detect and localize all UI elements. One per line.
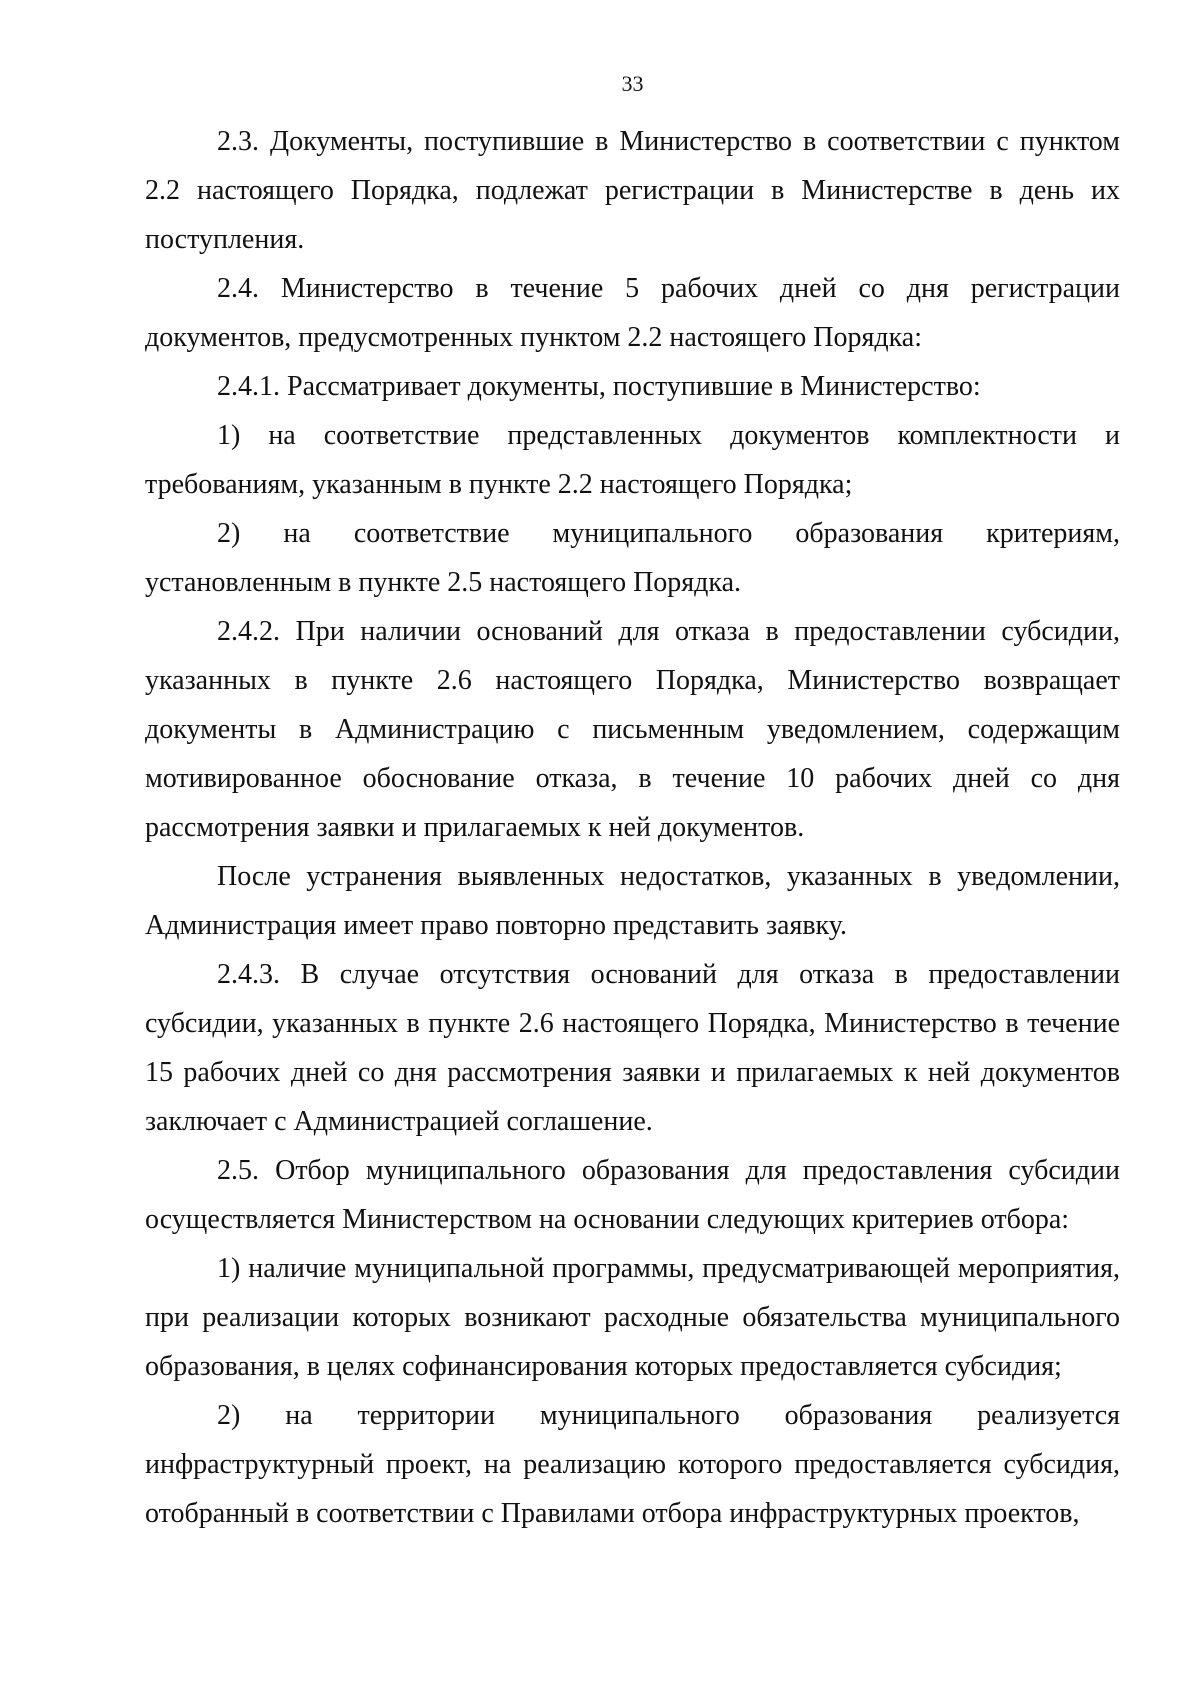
paragraph-2-4: 2.4. Министерство в течение 5 рабочих дней со дня регистрации документов, предусмотренных пунктом 2.2 настоящего Порядка: [145,273,1120,353]
page-number: 33 [621,71,644,96]
paragraph-2-4-1: 2.4.1. Рассматривает документы, поступившие в Министерство: [217,371,981,402]
document-page [145,62,1120,1538]
paragraph-2-5-item-1: 1) наличие муниципальной программы, предусматривающей мероприятия, при реализации которых возникают расходные обязательства муниципального образования, в целях софинансирования которых предоставляется субсидия; [145,1253,1120,1382]
paragraph-2-4-2: 2.4.2. При наличии оснований для отказа в предоставлении субсидии, указанных в пункте 2.6 настоящего Порядка, Министерство возвращает документы в Администрацию с письменным уведомлением, содержащим мотивированное обоснование отказа, в течение 10 рабочих дней со дня рассмотрения заявки и прилагаемых к ней документов. [145,616,1120,843]
paragraph-2-5-item-2: 2) на территории муниципального образования реализуется инфраструктурный проект, на реализацию которого предоставляется субсидия, отобранный в соответствии с Правилами отбора инфраструктурных проектов, [145,1400,1120,1529]
paragraph-2-4-3: 2.4.3. В случае отсутствия оснований для отказа в предоставлении субсидии, указанных в пункте 2.6 настоящего Порядка, Министерство в течение 15 рабочих дней со дня рассмотрения заявки и прилагаемых к ней документов заключает с Администрацией соглашение. [145,959,1120,1137]
paragraph-2-5: 2.5. Отбор муниципального образования для предоставления субсидии осуществляется Министерством на основании следующих критериев отбора: [145,1155,1120,1235]
paragraph-2-4-1-item-2: 2) на соответствие муниципального образования критериям, установленным в пункте 2.5 настоящего Порядка. [145,518,1120,598]
paragraph-resubmission: После устранения выявленных недостатков, указанных в уведомлении, Администрация имеет право повторно представить заявку. [145,861,1120,941]
paragraph-2-4-1-item-1: 1) на соответствие представленных документов комплектности и требованиям, указанным в пункте 2.2 настоящего Порядка; [145,420,1120,500]
paragraph-2-3: 2.3. Документы, поступившие в Министерство в соответствии с пунктом 2.2 настоящего Порядка, подлежат регистрации в Министерстве в день их поступления. [145,126,1120,255]
